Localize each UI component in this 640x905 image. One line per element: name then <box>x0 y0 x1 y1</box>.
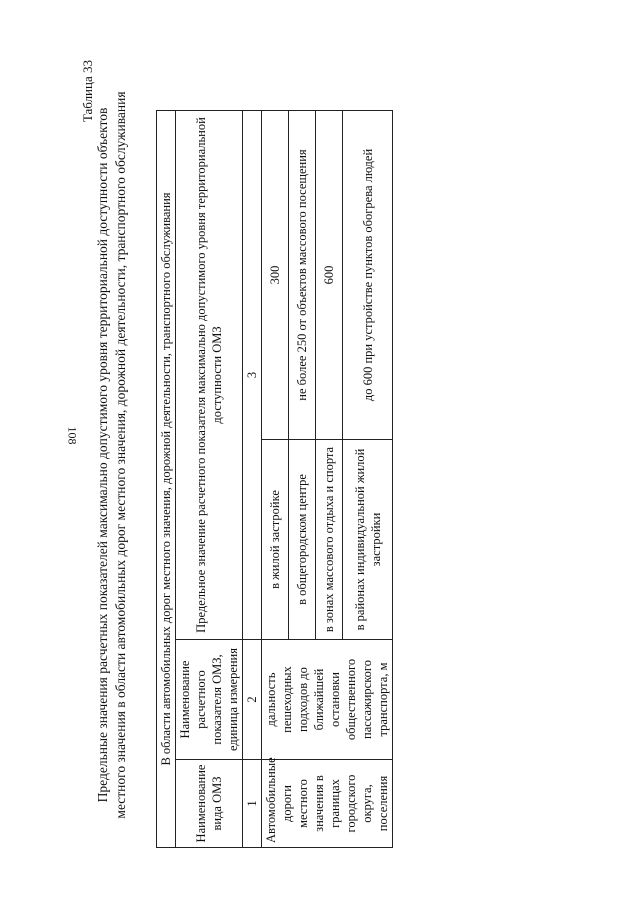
value-cell: 600 <box>316 111 343 440</box>
page-number: 108 <box>65 426 80 445</box>
value-cell: не более 250 от объектов массового посещения <box>289 111 316 440</box>
limit-values-table <box>156 110 393 848</box>
section-header: В области автомобильных дорог местного значения, дорожной деятельности, транспортного обслуживания <box>157 111 176 848</box>
condition-cell: в общегородском центре <box>289 440 316 640</box>
column-number-3: 3 <box>243 111 262 640</box>
table-title: Предельные значения расчетных показателей максимально допустимого уровня территориальной доступности объектов местного значения в области автомобильных дорог местного значения, дорожной деятельности, транспортного обслуживания <box>95 91 128 819</box>
table-row <box>262 111 289 848</box>
value-cell: 300 <box>262 111 289 440</box>
rotated-landscape-content <box>80 50 390 860</box>
value-cell: до 600 при устройстве пунктов обогрева людей <box>343 111 393 440</box>
condition-cell: в жилой застройке <box>262 440 289 640</box>
table-caption <box>80 50 154 860</box>
indicator-name-cell: дальность пешеходных подходов до ближайшей остановки общественного пассажирского транспорта, м <box>262 640 393 760</box>
header-omz-type: Наименование вида ОМЗ <box>176 760 243 848</box>
column-number-2: 2 <box>243 640 262 760</box>
condition-cell: в зонах массового отдыха и спорта <box>316 440 343 640</box>
header-indicator-name: Наименование расчетного показателя ОМЗ, единица измерения <box>176 640 243 760</box>
header-limit-value: Предельное значение расчетного показателя максимально допустимого уровня территориальной доступности ОМЗ <box>176 111 243 640</box>
column-number-1: 1 <box>243 760 262 848</box>
column-number-row <box>243 111 262 848</box>
table-number: Таблица 33 <box>80 60 95 123</box>
omz-type-cell: Автомобильные дороги местного значения в границах городского округа, поселения <box>262 760 393 848</box>
section-header-row <box>157 111 176 848</box>
column-header-row <box>176 111 243 848</box>
condition-cell: в районах индивидуальной жилой застройки <box>343 440 393 640</box>
